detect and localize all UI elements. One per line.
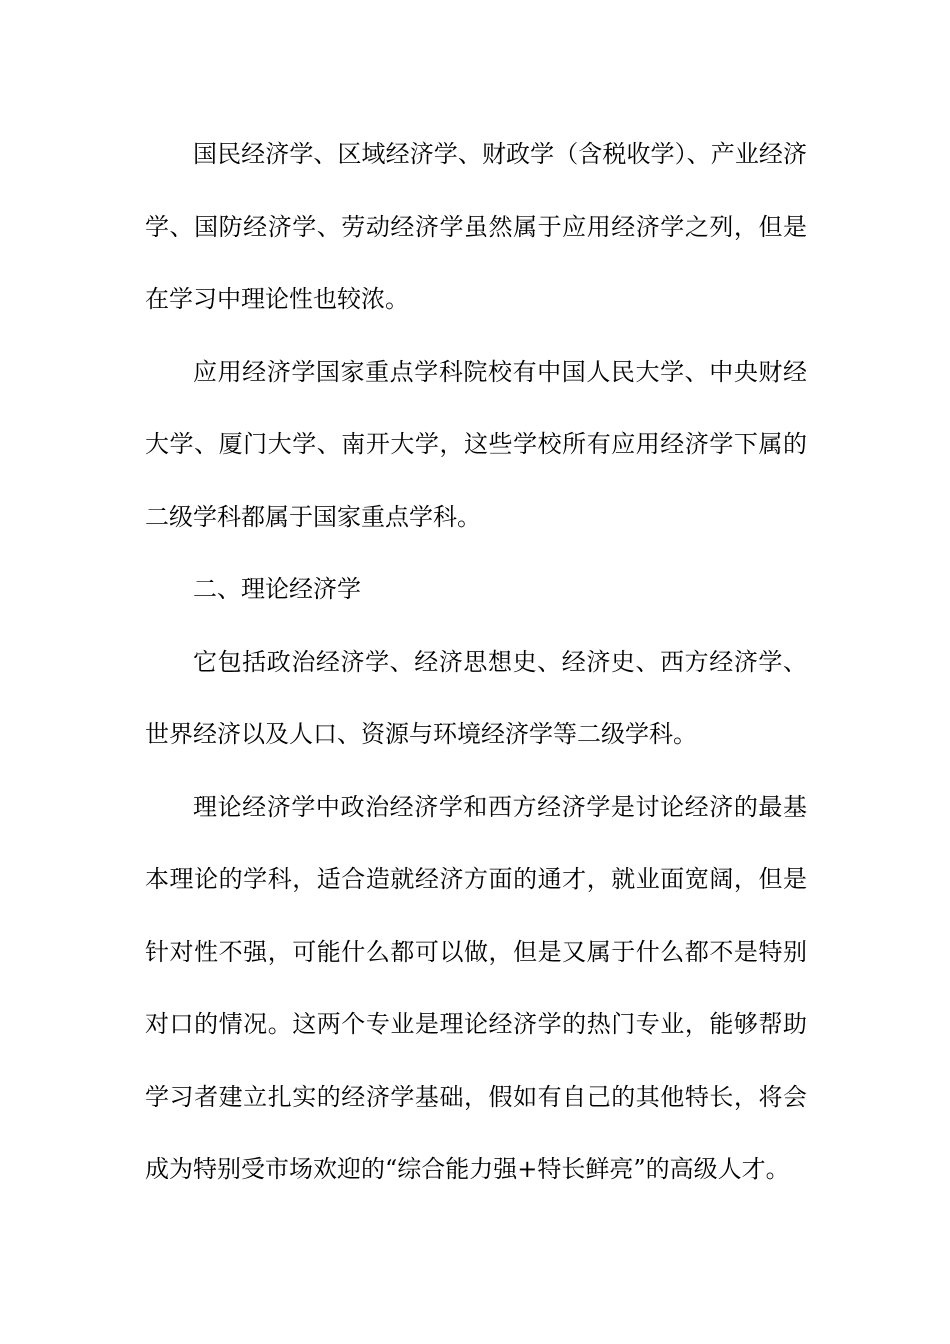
text-line: 应用经济学国家重点学科院校有中国人民大学、中央财经 (193, 357, 807, 386)
text-line: 国民经济学、区域经济学、财政学（含税收学）、产业经济 (193, 140, 807, 168)
text-line: 本理论的学科，适合造就经济方面的通才，就业面宽阔，但是 (145, 865, 807, 893)
text-line: 对口的情况。这两个专业是理论经济学的热门专业，能够帮助 (145, 1010, 807, 1038)
paragraph-theory-description (145, 783, 807, 1194)
paragraph-key-universities (145, 348, 807, 541)
text-line: 在学习中理论性也较浓。 (145, 285, 409, 313)
paragraph-sub-disciplines (145, 638, 807, 759)
text-line: 它包括政治经济学、经济思想史、经济史、西方经济学、 (193, 647, 807, 676)
text-line: 世界经济以及人口、资源与环境经济学等二级学科。 (145, 720, 697, 748)
section-heading-theoretical-economics (145, 565, 807, 613)
section-heading: 二、理论经济学 (193, 575, 361, 603)
text-line: 理论经济学中政治经济学和西方经济学是讨论经济的最基 (193, 792, 807, 821)
text-line: 大学、厦门大学、南开大学，这些学校所有应用经济学下属的 (145, 430, 807, 458)
text-line: 二级学科都属于国家重点学科。 (145, 502, 481, 531)
text-line: 针对性不强，可能什么都可以做，但是又属于什么都不是特别 (145, 937, 807, 966)
paragraph-applied-economics (145, 130, 807, 323)
text-line: 学、国防经济学、劳动经济学虽然属于应用经济学之列，但是 (145, 212, 807, 241)
text-line: 学习者建立扎实的经济学基础，假如有自己的其他特长，将会 (145, 1082, 807, 1111)
text-line: 成为特别受市场欢迎的“综合能力强+特长鲜亮”的高级人才。 (145, 1155, 790, 1183)
document-body (145, 130, 807, 1218)
